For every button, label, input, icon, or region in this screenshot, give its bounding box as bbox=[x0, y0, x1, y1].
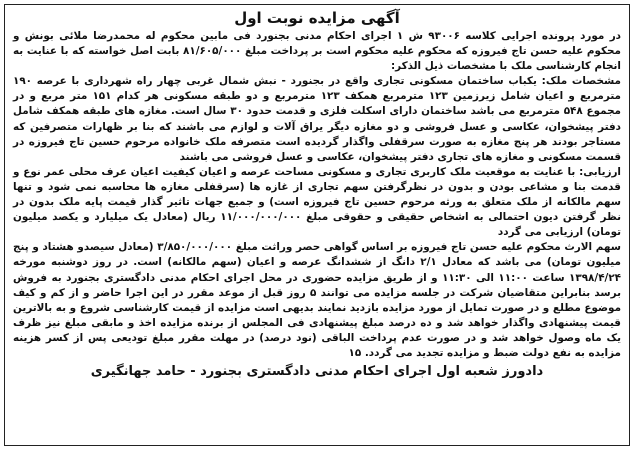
notice-title: آگهی مزایده نوبت اول bbox=[234, 9, 400, 27]
intro-paragraph: در مورد پرونده اجرایی کلاسه ۹۳۰۰۶ ش ۱ اجرای احکام مدنی بجنورد فی مابین محکوم له محمدرضا ملائی بونش و محکوم علیه حسن تاج فیروزه که محکوم علیه محکوم است بر پرداخت مبلغ ۸۱/۶۰۵/۰۰۰ بابت اصل خواسته که با عنایت به انجام کارشناسی ملک با مشخصات ذیل الذکر: bbox=[13, 30, 622, 73]
share-and-terms-paragraph: سهم الارث محکوم علیه حسن تاج فیروزه بر اساس گواهی حصر وراثت مبلغ ۳/۸۵۰/۰۰۰/۰۰۰ (معادل سیصدو هشتاد و پنج میلیون تومان) می باشد که معادل ۲/۱ دانگ از ششدانگ عرصه و اعیان (سهم مالکانه) است. در روز دوشنبه مورخه ۱۳۹۸/۴/۲۴ ساعت ۱۱:۰۰ الی ۱۱:۳۰ و از طریق مزایده حضوری در محل اجرای احکام مدنی دادگستری بجنورد به فروش برسد بنابراین متقاضیان شرکت در جلسه مزایده می توانند ۵ روز قبل از موعد مقرر در این اجرا حاضر و از کم و کیف موضوع مطلع و در صورت تمایل از مورد مزایده بازدید نمایند بدیهی است مزایده از قیمت کارشناسی شروع و به بالاترین قیمت پیشنهادی واگذار خواهد شد و ده درصد مبلغ پیشنهادی فی المجلس از برنده مزایده اخذ و مابقی مبلغ نیز ظرف یک ماه وصول خواهد شد و در صورت عدم پرداخت الباقی (نود درصد) در مهلت مقرر مبلغ تودیعی پس از کسر هزینه مزایده به نفع دولت ضبط و مزایده تجدید می گردد. ۱۵ bbox=[13, 241, 622, 359]
valuation-paragraph: ارزیابی: با عنایت به موقعیت ملک کاربری تجاری و مسکونی مساحت عرصه و اعیان کیفیت اعیان عرف محلی عمر نوع و قدمت بنا و مشاعی بودن و بدون در نظرگرفتن سهم تجاری از غازه ها (سرقفلی مغازه ها محاسبه نمی شود و تنها سهم مالکانه از ملک متعلق به ورثه مرحوم حسین تاج فیروزه است) و جمیع جهات تاثیر گذار قیمت پایه ملک بدون در نظر گرفتن دیون احتمالی به اشخاص حقیقی و حقوقی مبلغ ۱۱/۰۰۰/۰۰۰/۰۰۰ ریال (معادل یک میلیارد و یکصد میلیون تومان) ارزیابی می گردد bbox=[13, 165, 621, 239]
auction-notice bbox=[4, 4, 630, 446]
property-specs-paragraph: مشخصات ملک: یکباب ساختمان مسکونی تجاری واقع در بجنورد - نبش شمال غربی چهار راه شهرداری با عرصه ۱۹۰ مترمربع و اعیان شامل زیرزمین ۱۲۳ مترمربع همکف ۱۲۳ مترمربع و دو طبقه مسکونی هر کدام ۱۵۱ متر مربع و در مجموع ۵۴۸ مترمربع می باشد ساختمان دارای اسکلت فلزی و قدمت حدود ۳۰ سال است. مغازه های طبقه همکف شامل دفتر پیشخوان، عکاسی و عسل فروشی و دو مغازه دیگر یراق آلات و لوازم می باشند که بنا بر ظهارات متصرفین که مستاجر بودند هر پنج مغازه به صورت سرقفلی واگذار گردیده است متصرفه ملک خانواده مرحوم حسین تاج فیروزه در قسمت مسکونی و مغازه های تجاری دفتر پیشخوان، عکاسی و عسل فروشی می باشند bbox=[13, 75, 621, 163]
signature-line: دادورز شعبه اول اجرای احکام مدنی دادگستری بجنورد - حامد جهانگیری bbox=[90, 364, 544, 380]
